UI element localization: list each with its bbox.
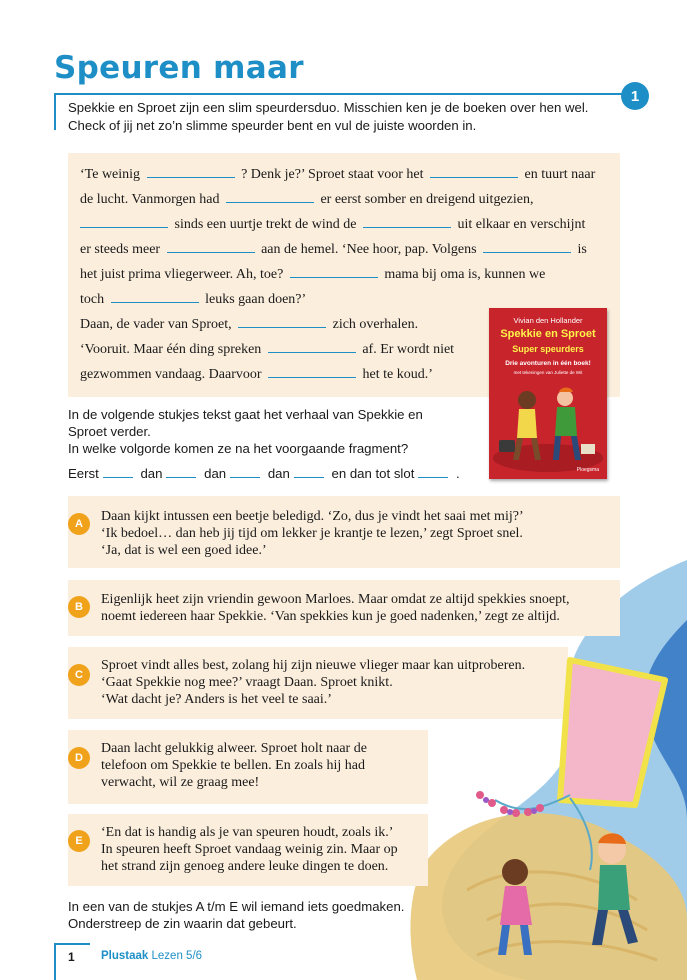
cloze-fragment: ‘Te weinig: [80, 167, 141, 182]
card-line: ‘En dat is handig als je van speuren houdt, zoals ik.’: [101, 825, 394, 840]
fill-in-blank[interactable]: [80, 216, 168, 228]
final-instruction: [68, 898, 404, 932]
book-publisher: Ploegsma: [576, 467, 599, 473]
cloze-line: [80, 237, 610, 262]
fill-in-blank[interactable]: [147, 166, 235, 178]
fill-in-blank[interactable]: [363, 216, 451, 228]
question-line: In de volgende stukjes tekst gaat het verhaal van Spekkie en: [68, 407, 423, 422]
card-line: ‘Gaat Spekkie nog mee?’ vraagt Daan. Sproet knikt.: [101, 675, 393, 690]
question-line: Sproet verder.: [68, 424, 151, 439]
card-letter-badge-e: E: [68, 830, 90, 852]
cloze-fragment: uit elkaar en verschijnt: [457, 217, 586, 232]
cloze-fragment: ? Denk je?’ Sproet staat voor het: [241, 167, 424, 182]
fill-in-blank[interactable]: [290, 266, 378, 278]
story-card-text: [101, 824, 398, 875]
cloze-fragment: er steeds meer: [80, 242, 161, 257]
story-card-text: [101, 508, 524, 559]
cloze-line: [80, 212, 610, 237]
page-title: Speuren maar: [54, 50, 304, 86]
card-line: Daan kijkt intussen een beetje beledigd. ‘Zo, dus je vindt het saai met mij?’: [101, 509, 524, 524]
book-author: Vivian den Hollander: [513, 316, 583, 325]
order-word: dan: [267, 466, 290, 481]
book-tagline: Drie avonturen in één boek!: [505, 360, 591, 367]
card-line: het strand zijn genoeg andere leuke dingen te doen.: [101, 859, 389, 874]
order-blank[interactable]: [418, 467, 448, 478]
cloze-fragment: is: [577, 242, 587, 257]
order-answer-line: [68, 466, 460, 481]
brand-name: Plustaak: [101, 950, 149, 962]
instruction-line: In een van de stukjes A t/m E wil iemand iets goedmaken.: [68, 899, 405, 914]
question-line: In welke volgorde komen ze na het voorgaande fragment?: [68, 441, 409, 456]
footer-rule: [54, 943, 56, 980]
header-rule: [54, 93, 622, 95]
cloze-fragment: er eerst somber en dreigend uitgezien,: [320, 192, 534, 207]
cloze-fragment: de lucht. Vanmorgen had: [80, 192, 220, 207]
footer-rule-horizontal: [54, 943, 90, 945]
cloze-line: [80, 187, 610, 212]
book-subtitle: Super speurders: [512, 344, 584, 354]
cloze-fragment: af. Er wordt niet: [362, 342, 455, 357]
footer-brand: [101, 950, 202, 962]
cloze-fragment: leuks gaan doen?’: [205, 292, 307, 307]
fill-in-blank[interactable]: [268, 366, 356, 378]
fill-in-blank[interactable]: [238, 316, 326, 328]
cloze-fragment: mama bij oma is, kunnen we: [384, 267, 546, 282]
page-number: 1: [68, 950, 75, 964]
intro-text: [68, 99, 618, 135]
book-title: Spekkie en Sproet: [500, 328, 596, 340]
exercise-number-badge: 1: [621, 82, 649, 110]
cloze-line: [80, 162, 610, 187]
cloze-fragment: toch: [80, 292, 105, 307]
card-line: noemt iedereen haar Spekkie. ‘Van spekkies kun je goed nadenken,’ zegt ze altijd.: [101, 609, 560, 624]
order-blank[interactable]: [230, 467, 260, 478]
card-line: telefoon om Spekkie te bellen. En zoals hij had: [101, 758, 365, 773]
cloze-fragment: gezwommen vandaag. Daarvoor: [80, 367, 262, 382]
book-cover-illustration: [489, 378, 607, 473]
cloze-fragment: het juist prima vliegerweer. Ah, toe?: [80, 267, 284, 282]
header-rule-vertical: [54, 93, 56, 130]
instruction-line: Onderstreep de zin waarin dat gebeurt.: [68, 916, 297, 931]
order-question: [68, 406, 458, 457]
cloze-fragment: sinds een uurtje trekt de wind de: [174, 217, 357, 232]
card-line: verwacht, wil ze graag mee!: [101, 775, 260, 790]
fill-in-blank[interactable]: [167, 241, 255, 253]
cloze-line: [80, 262, 610, 287]
card-line: Daan lacht gelukkig alweer. Sproet holt naar de: [101, 741, 367, 756]
card-line: ‘Ja, dat is wel een goed idee.’: [101, 543, 267, 558]
cloze-fragment: ‘Vooruit. Maar één ding spreken: [80, 342, 262, 357]
card-line: ‘Wat dacht je? Anders is het veel te saai.’: [101, 692, 332, 707]
story-card-text: [101, 591, 570, 625]
story-card-text: [101, 740, 367, 791]
fill-in-blank[interactable]: [111, 291, 199, 303]
card-letter-badge-a: A: [68, 513, 90, 535]
kite-and-children-illustration: [420, 640, 687, 960]
fill-in-blank[interactable]: [483, 241, 571, 253]
cloze-fragment: aan de hemel. ‘Nee hoor, pap. Volgens: [261, 242, 477, 257]
cloze-fragment: Daan, de vader van Sproet,: [80, 317, 232, 332]
card-line: ‘Ik bedoel… dan heb jij tijd om lekker je krantje te lezen,’ zegt Sproet snel.: [101, 526, 523, 541]
card-line: Eigenlijk heet zijn vriendin gewoon Marloes. Maar omdat ze altijd spekkies snoept,: [101, 592, 570, 607]
card-letter-badge-b: B: [68, 596, 90, 618]
intro-line: Check of jij net zo’n slimme speurder bent en vul de juiste woorden in.: [68, 118, 477, 133]
order-blank[interactable]: [166, 467, 196, 478]
order-word: en dan tot slot: [331, 466, 415, 481]
card-letter-badge-d: D: [68, 747, 90, 769]
order-blank[interactable]: [103, 467, 133, 478]
order-blank[interactable]: [294, 467, 324, 478]
card-letter-badge-c: C: [68, 664, 90, 686]
cloze-fragment: en tuurt naar: [524, 167, 596, 182]
fill-in-blank[interactable]: [226, 191, 314, 203]
fill-in-blank[interactable]: [268, 341, 356, 353]
book-cover-image: [489, 308, 607, 479]
subject-label: Lezen 5/6: [151, 950, 203, 962]
card-line: In speuren heeft Sproet vandaag weinig zin. Maar op: [101, 842, 398, 857]
book-illustrator: met tekeningen van Juliette de Wit: [513, 370, 583, 375]
cloze-fragment: zich overhalen.: [332, 317, 419, 332]
order-word: dan: [140, 466, 163, 481]
order-word: dan: [204, 466, 227, 481]
fill-in-blank[interactable]: [430, 166, 518, 178]
cloze-fragment: het te koud.’: [362, 367, 433, 382]
intro-line: Spekkie en Sproet zijn een slim speurdersduo. Misschien ken je de boeken over hen wel.: [68, 100, 589, 115]
order-word: Eerst: [68, 466, 99, 481]
card-line: Sproet vindt alles best, zolang hij zijn nieuwe vlieger maar kan uitproberen.: [101, 658, 526, 673]
order-word: .: [456, 466, 460, 481]
